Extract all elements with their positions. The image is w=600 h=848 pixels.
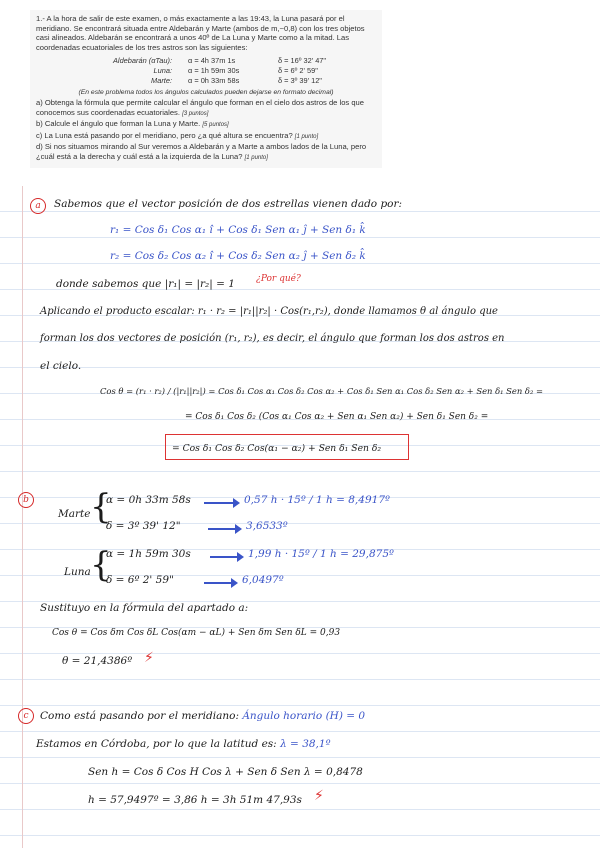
question-points: [5 puntos] [202, 122, 229, 129]
object-ra: α = 4h 37m 1s [188, 56, 236, 66]
object-name: Marte: [151, 76, 172, 86]
object-dec: δ = 16º 32' 47" [278, 56, 327, 66]
substitution-line: Sustituyo en la fórmula del apartado a: [40, 602, 249, 614]
scalar-product-line-1: Aplicando el producto escalar: r₁ · r₂ = |r₁||r₂| · Cos(r₁,r₂), donde llamamos θ al ángulo que [40, 306, 498, 317]
margin-line [22, 186, 23, 848]
question-points: [1 punto] [294, 133, 319, 140]
answer-a-intro: Sabemos que el vector posición de dos estrellas vienen dado por: [54, 198, 403, 210]
coordinates-table [100, 56, 376, 86]
exam-intro: 1.- A la hora de salir de este examen, o más exactamente a las 19:43, la Luna pasará por el meridiano. Se encontrará situada entre Aldebarán y Marte (ambos de m,~0,8) con los tres objetos casi alineados. Aldebarán se encontrará a unos 40º de La Luna y Marte como a la mitad. Las coordenadas ecuatoriales de los tres astros son las siguientes: [36, 14, 365, 52]
luna-label: Luna [64, 566, 91, 578]
cos-theta-eq-1: Cos θ = (r₁ · r₂) / (|r₁||r₂|) = Cos δ₁ Cos α₁ Cos δ₂ Cos α₂ + Cos δ₁ Sen α₁ Cos δ₂ Sen α₂ + Sen δ₁ Sen δ₂ = [100, 386, 543, 396]
exam-statement [30, 10, 382, 168]
object-dec: δ = 3º 39' 12" [278, 76, 322, 86]
arrow [204, 582, 232, 584]
question-text: d) Si nos situamos mirando al Sur veremos a Aldebarán y a Marte a ambos lados de la Luna, pero ¿cuál está a la derecha y cuál está a la izquierda de la Luna? [36, 142, 367, 161]
altitude-result: h = 57,9497º = 3,86 h = 3h 51m 47,93s [88, 794, 302, 806]
check-mark: ⚡ [314, 788, 324, 804]
coord-row [100, 56, 376, 66]
latitude-value: λ = 38,1º [280, 738, 331, 750]
brace: { [90, 487, 112, 527]
question-c [36, 131, 376, 143]
question-points: [3 puntos] [182, 110, 209, 117]
altitude-equation: Sen h = Cos δ Cos H Cos λ + Sen δ Sen λ = 0,8478 [88, 766, 363, 778]
arrow [208, 528, 236, 530]
final-formula: = Cos δ₁ Cos δ₂ Cos(α₁ − α₂) + Sen δ₁ Sen δ₂ [172, 443, 382, 454]
final-formula-box [165, 434, 409, 460]
vector-r2: r₂ = Cos δ₂ Cos α₂ î + Cos δ₂ Sen α₂ ĵ + Sen δ₂ k̂ [110, 250, 366, 262]
substitution-formula: Cos θ = Cos δm Cos δL Cos(αm − αL) + Sen δm Sen δL = 0,93 [52, 628, 341, 638]
exam-note: (En este problema todos los ángulos calculados pueden dejarse en formato decimal) [78, 89, 334, 97]
meridian-line [40, 710, 365, 722]
latitude-line [36, 738, 331, 750]
scalar-product-line-2: forman los dos vectores de posición (r₁, r₂), es decir, el ángulo que forman los dos astros en [40, 333, 505, 344]
coord-row [100, 76, 376, 86]
marte-alpha: α = 0h 33m 58s [106, 494, 191, 506]
object-name: Luna: [153, 66, 172, 76]
coord-row [100, 66, 376, 76]
question-text: b) Calcule el ángulo que forman la Luna y Marte. [36, 119, 201, 129]
answer-b-marker: b [18, 492, 34, 508]
marte-label: Marte [58, 508, 91, 520]
object-ra: α = 1h 59m 30s [188, 66, 240, 76]
teacher-note: ¿Por qué? [256, 274, 301, 284]
check-mark: ⚡ [144, 650, 154, 666]
luna-delta-result: 6,0497º [242, 574, 284, 586]
latitude-text: Estamos en Córdoba, por lo que la latitud es: [36, 738, 277, 750]
object-ra: α = 0h 33m 58s [188, 76, 240, 86]
cos-theta-eq-2: = Cos δ₁ Cos δ₂ (Cos α₁ Cos α₂ + Sen α₁ Sen α₂) + Sen δ₁ Sen δ₂ = [185, 412, 489, 422]
question-a [36, 98, 376, 119]
luna-alpha: α = 1h 59m 30s [106, 548, 191, 560]
luna-alpha-result: 1,99 h · 15º / 1 h = 29,875º [248, 548, 394, 560]
luna-delta: δ = 6º 2' 59" [106, 574, 174, 586]
question-b [36, 119, 376, 131]
unit-vectors-line: donde sabemos que |r₁| = |r₂| = 1 [56, 278, 235, 290]
object-dec: δ = 6º 2' 59" [278, 66, 318, 76]
angle-result: θ = 21,4386º [62, 655, 133, 667]
meridian-text: Como está pasando por el meridiano: [40, 710, 239, 722]
marte-delta-result: 3,6533º [246, 520, 288, 532]
scalar-product-line-3: el cielo. [40, 360, 82, 372]
vector-r1: r₁ = Cos δ₁ Cos α₁ î + Cos δ₁ Sen α₁ ĵ + Sen δ₁ k̂ [110, 224, 366, 236]
question-text: a) Obtenga la fórmula que permite calcular el ángulo que forman en el cielo dos astros de los que conocemos sus coordenadas ecuatoriales. [36, 97, 364, 117]
marte-delta: δ = 3º 39' 12" [106, 520, 181, 532]
question-points: [1 punto] [244, 154, 268, 161]
answer-c-marker: c [18, 708, 34, 724]
arrow [204, 502, 234, 504]
arrow [210, 556, 238, 558]
question-d [36, 142, 376, 163]
marte-alpha-result: 0,57 h · 15º / 1 h = 8,4917º [244, 494, 390, 506]
hour-angle: Ángulo horario (H) = 0 [242, 710, 366, 722]
brace: { [90, 545, 112, 585]
answer-a-marker: a [30, 198, 46, 214]
question-text: c) La Luna está pasando por el meridiano, pero ¿a qué altura se encuentra? [36, 130, 293, 140]
object-name: Aldebarán (αTau): [113, 56, 172, 66]
